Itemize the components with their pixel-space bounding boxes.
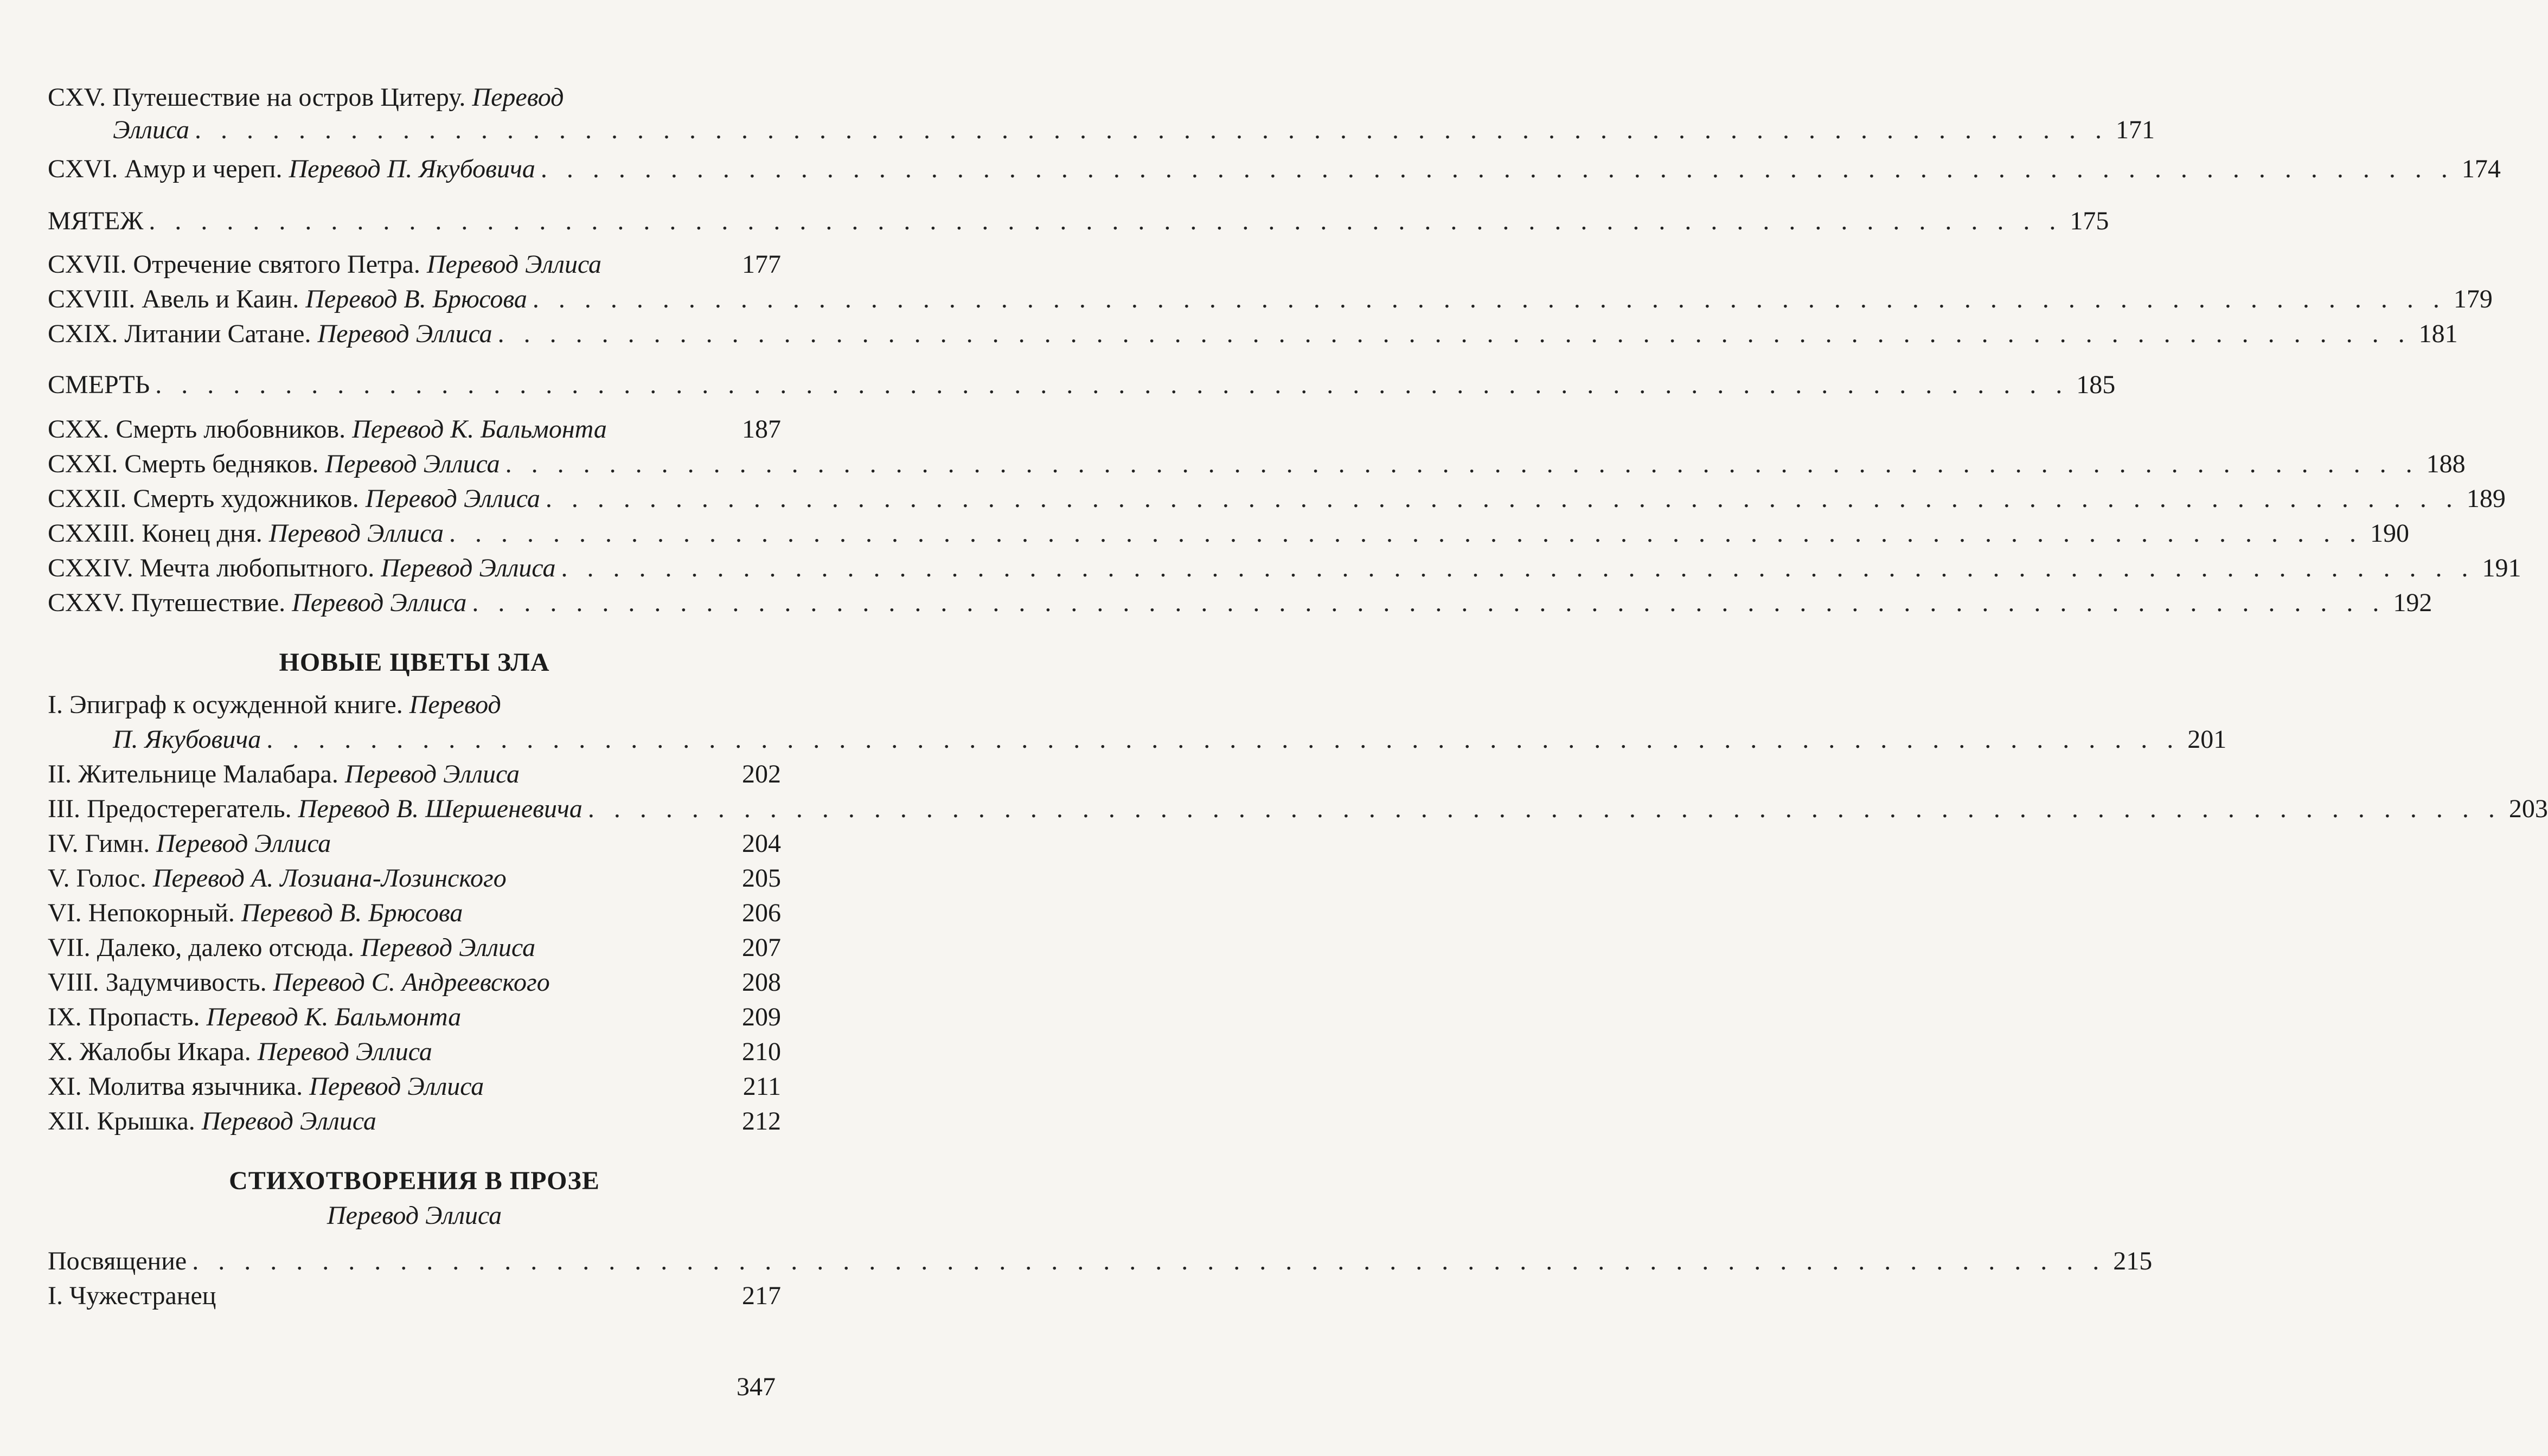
entry-translator: Перевод К. Бальмонта xyxy=(352,415,607,444)
entry-page-number: 189 xyxy=(2466,484,2506,513)
leader-dots xyxy=(555,552,2474,585)
entry-translator: Перевод Эллиса xyxy=(309,1072,484,1101)
entry-title: III. Предостерегатель. xyxy=(48,794,298,823)
toc-entry xyxy=(48,862,781,895)
toc-entry xyxy=(48,897,781,929)
entry-page-number: 174 xyxy=(2461,155,2501,183)
entry-page-number: 215 xyxy=(2113,1247,2153,1275)
entry-title: XII. Крышка. xyxy=(48,1107,202,1136)
entry-page-number: 203 xyxy=(2508,794,2548,823)
entry-title: CXV. Путешествие на остров Цитеру. Перевод xyxy=(48,83,564,112)
toc-entry xyxy=(48,1105,781,1138)
toc-entry xyxy=(48,413,781,446)
entry-page-number: 177 xyxy=(742,250,781,279)
entry-translator: Перевод В. Брюсова xyxy=(241,899,463,927)
entry-title: VIII. Задумчивость. xyxy=(48,968,273,997)
toc-entry-continuation xyxy=(48,114,2155,146)
toc-entry xyxy=(48,448,2466,480)
entry-page-number: 217 xyxy=(742,1281,781,1310)
toc-entry xyxy=(48,587,2432,619)
toc-entry xyxy=(48,318,2458,350)
toc-entry-continuation xyxy=(48,723,2227,756)
toc-part-heading xyxy=(48,369,2116,401)
toc-entry xyxy=(48,1280,781,1312)
entry-title: CXXI. Смерть бедняков. xyxy=(48,450,325,478)
leader-dots xyxy=(540,483,2459,515)
entry-translator: Перевод Эллиса xyxy=(344,760,520,788)
entry-title: I. Эпиграф к осужденной книге. xyxy=(48,690,409,719)
entry-title: CXXV. Путешествие. xyxy=(48,588,292,617)
entry-title: Посвящение xyxy=(48,1247,187,1275)
entry-page-number: 212 xyxy=(742,1107,781,1136)
entry-page-number: 192 xyxy=(2393,588,2432,617)
entry-translator: Перевод П. Якубовича xyxy=(289,155,535,183)
leader-dots xyxy=(492,318,2411,350)
leader-dots xyxy=(527,283,2446,316)
entry-page-number: 201 xyxy=(2187,725,2227,754)
entry-translator: Перевод Эллиса xyxy=(360,933,536,962)
entry-translator: Перевод Эллиса xyxy=(365,484,540,513)
toc-entry xyxy=(48,552,2521,585)
leader-dots xyxy=(187,1245,2105,1278)
entry-title: СМЕРТЬ xyxy=(48,370,150,399)
entry-title: VII. Далеко, далеко отсюда. xyxy=(48,933,361,962)
entry-page-number: 204 xyxy=(742,829,781,858)
entry-page-number: 181 xyxy=(2418,319,2458,348)
entry-translator: Перевод xyxy=(409,690,501,719)
leader-dots xyxy=(444,517,2363,550)
toc-entry xyxy=(48,517,2409,550)
entry-page-number: 206 xyxy=(742,899,781,927)
entry-translator: Перевод С. Андреевского xyxy=(273,968,550,997)
toc-entry xyxy=(48,1001,781,1034)
entry-page-number: 179 xyxy=(2453,285,2493,313)
toc-entry xyxy=(48,932,781,964)
entry-title: CXX. Смерть любовников. xyxy=(48,415,353,444)
leader-dots xyxy=(466,587,2385,619)
entry-translator: Перевод Эллиса xyxy=(201,1107,376,1136)
toc-entry xyxy=(48,1245,2153,1278)
entry-page-number: 211 xyxy=(742,1072,781,1101)
entry-title: V. Голос. xyxy=(48,864,153,893)
entry-title: VI. Непокорный. xyxy=(48,899,241,927)
section-heading: СТИХОТВОРЕНИЯ В ПРОЗЕ xyxy=(229,1166,600,1195)
entry-translator: Перевод Эллиса xyxy=(381,554,556,582)
leader-dots xyxy=(261,723,2180,756)
leader-dots xyxy=(535,153,2454,185)
leader-dots xyxy=(143,205,2062,238)
toc-entry xyxy=(48,966,781,999)
entry-page-number: 209 xyxy=(742,1003,781,1031)
entry-translator: Перевод Эллиса xyxy=(257,1037,432,1066)
entry-page-number: 187 xyxy=(742,415,781,444)
entry-title: CXXIV. Мечта любопытного. xyxy=(48,554,381,582)
toc-entry xyxy=(48,483,2506,515)
leader-dots xyxy=(150,369,2069,401)
toc-entry xyxy=(48,1036,781,1068)
entry-translator: П. Якубовича xyxy=(113,725,261,754)
entry-translator: Перевод Эллиса xyxy=(268,519,444,548)
section-subheading: Перевод Эллиса xyxy=(326,1201,502,1230)
entry-title: CXIX. Литании Сатане. xyxy=(48,319,318,348)
page-number: 347 xyxy=(737,1372,776,1401)
toc-entry xyxy=(48,689,781,721)
entry-title: CXVIII. Авель и Каин. xyxy=(48,285,306,313)
section-heading: НОВЫЕ ЦВЕТЫ ЗЛА xyxy=(279,648,550,677)
toc-entry xyxy=(48,81,781,114)
entry-page-number: 188 xyxy=(2426,450,2466,478)
entry-title: IV. Гимн. xyxy=(48,829,157,858)
leader-dots xyxy=(582,793,2501,825)
toc-entry xyxy=(48,283,2493,316)
entry-page-number: 171 xyxy=(2116,116,2155,144)
entry-page-number: 210 xyxy=(742,1037,781,1066)
entry-translator: Перевод Эллиса xyxy=(325,450,500,478)
entry-translator: Перевод Эллиса xyxy=(156,829,331,858)
entry-page-number: 202 xyxy=(742,760,781,788)
entry-page-number: 190 xyxy=(2370,519,2409,548)
toc-entry xyxy=(48,758,781,791)
entry-translator: Перевод А. Лозиана-Лозинского xyxy=(152,864,507,893)
entry-page-number: 185 xyxy=(2076,370,2116,399)
entry-translator: Перевод В. Брюсова xyxy=(305,285,527,313)
entry-title: I. Чужестранец xyxy=(48,1281,216,1310)
entry-title: IX. Пропасть. xyxy=(48,1003,207,1031)
entry-title: МЯТЕЖ xyxy=(48,207,144,235)
entry-page-number: 191 xyxy=(2482,554,2521,582)
entry-title: XI. Молитва язычника. xyxy=(48,1072,310,1101)
entry-page-number: 175 xyxy=(2070,207,2109,235)
entry-translator: Перевод В. Шершеневича xyxy=(298,794,582,823)
entry-page-number: 208 xyxy=(742,968,781,997)
entry-page-number: 205 xyxy=(742,864,781,893)
entry-translator: Перевод Эллиса xyxy=(317,319,492,348)
entry-title: CXXIII. Конец дня. xyxy=(48,519,269,548)
entry-translator: Перевод Эллиса xyxy=(292,588,467,617)
toc-entry xyxy=(48,1070,781,1103)
entry-title: X. Жалобы Икара. xyxy=(48,1037,258,1066)
toc-entry xyxy=(48,828,781,860)
toc-entry xyxy=(48,248,781,281)
entry-translator: Эллиса xyxy=(113,116,190,144)
toc-entry xyxy=(48,153,2501,185)
leader-dots xyxy=(189,114,2108,146)
leader-dots xyxy=(500,448,2419,480)
entry-title: CXVII. Отречение святого Петра. xyxy=(48,250,427,279)
entry-translator: Перевод Эллиса xyxy=(426,250,602,279)
toc-part-heading xyxy=(48,205,2109,238)
entry-title: II. Жительнице Малабара. xyxy=(48,760,345,788)
entry-title: CXXII. Смерть художников. xyxy=(48,484,366,513)
entry-page-number: 207 xyxy=(742,933,781,962)
entry-translator: Перевод К. Бальмонта xyxy=(206,1003,462,1031)
entry-title: CXVI. Амур и череп. xyxy=(48,155,289,183)
toc-entry xyxy=(48,793,2548,825)
